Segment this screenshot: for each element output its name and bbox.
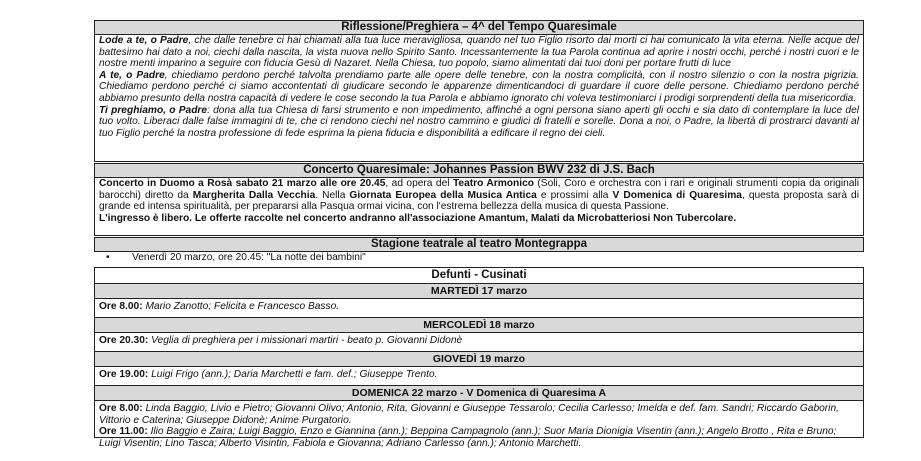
mass-intentions: Linda Baggio, Livio e Pietro; Giovanni Olivo; Antonio, Rita, Giovanni e Giuseppe Tessarolo; Cecilia Carlesso; Imelda e def. fam. Sandri; Riccardo Gaborin, Vittorio e Caterina; Giuseppe Didonè; Anime Purgatorio. xyxy=(99,403,839,426)
concert-ensemble: Teatro Armonico xyxy=(452,178,534,189)
concert-text: (Soli, Coro e orchestra con i rari e originali strumenti copia da originali barocchi) diretto da xyxy=(99,178,860,201)
concert-text: e prossimi alla xyxy=(536,189,613,201)
mass-time: Ore 11.00: xyxy=(99,426,148,438)
mass-entry xyxy=(95,426,863,451)
day-header: GIOVEDÌ 19 marzo xyxy=(95,351,863,367)
concert-section xyxy=(94,163,864,236)
bullet-icon: • xyxy=(106,252,110,263)
mass-entry xyxy=(95,333,863,351)
deceased-title: Defunti - Cusinati xyxy=(431,269,527,281)
mass-intentions: Veglia di preghiera per i missionari martiri - beato p. Giovanni Didonè xyxy=(151,335,463,346)
concert-notice: L'ingresso è libero. Le offerte raccolte nel concerto andranno all'associazione Amantum, Malati da Microbatteriosi Non Tubercolare. xyxy=(99,212,737,224)
theatre-title: Stagione teatrale al teatro Montegrappa xyxy=(94,237,864,252)
concert-event-name: Giornata Europea della Musica Antica xyxy=(349,189,537,201)
reflection-text-1: , che dalle tenebre ci hai chiamati alla tua luce meravigliosa, quando nel tuo Figlio risorto dai morti ci hai comunicato la vita eterna. Nelle acque del battesimo hai dato a noi, ciechi dalla nascita, la vista nuova nello Spirito Santo. Incessantemente la tua Parola continua ad aprire i nostri occhi, perché i nostri cuori e le nostre menti imparino a seguire con fiducia Gesù di Nazaret. Nella Chiesa, tuo popolo, siamo alimentati dai tuoi doni per portare frutti di luce xyxy=(99,35,859,70)
mass-time: Ore 8.00: xyxy=(99,301,143,312)
deceased-section xyxy=(94,267,864,449)
mass-entry xyxy=(95,367,863,385)
reflection-text-3: : dona alla tua Chiesa di farsi strumento e non impedimento, affinché a ogni persona siano aperti gli occhi e sia dato di contemplare la luce del tuo volto. Liberaci dalle false immagini di te, che ci rendono ciechi nel nostro cammino e giudici di fratelli e sorelle. Dona a noi, o Padre, la libertà di prostrarci davanti al tuo Figlio perché la nostra professione di fede esprima la piena fiducia e disponibilità a edificare il regno dei cieli. xyxy=(99,104,859,139)
concert-text: , questa proposta sarà di grande ed intensa spiritualità, per prepararsi alla Pasqua ormai vicina, con l'estrema bellezza della musica di questa Passione. xyxy=(99,189,859,213)
reflection-title: Riflessione/Preghiera – 4^ del Tempo Quaresimale xyxy=(95,21,863,35)
mass-intentions: Luigi Frigo (ann.); Daria Marchetti e fam. def.; Giuseppe Trento. xyxy=(151,369,438,380)
concert-date-text: Concerto in Duomo a Rosà sabato 21 marzo alle ore 20.45 xyxy=(99,178,386,189)
reflection-section xyxy=(94,20,864,162)
theatre-item xyxy=(94,252,864,264)
concert-title: Concerto Quaresimale: Johannes Passion BWV 232 di J.S. Bach xyxy=(95,164,863,178)
reflection-lead-3: Ti preghiamo, o Padre xyxy=(99,104,208,116)
reflection-lead-1: Lode a te, o Padre xyxy=(99,35,189,46)
mass-time: Ore 19.00: xyxy=(99,369,149,380)
day-header: MERCOLEDÌ 18 marzo xyxy=(95,317,863,333)
concert-paragraph xyxy=(95,178,863,213)
mass-entry xyxy=(95,401,863,426)
mass-time: Ore 8.00: xyxy=(99,403,143,414)
concert-director: Margherita Dalla Vecchia xyxy=(192,189,316,201)
mass-intentions: Ilio Baggio e Zaira; Luigi Baggio, Enzo e Giannina (ann.); Beppina Campagnolo (ann.); Suor Maria Dionigia Visentin (ann.); Angelo Brotto , Rita e Bruno; Luigi Visentin; Lino Tasca; Alberto Visintin, Fabiola e Giovanna; Adriano Carlesso (ann.); Antonio Marchetti. xyxy=(99,426,837,449)
reflection-lead-2: A te, o Padre xyxy=(99,69,165,81)
reflection-paragraph-1 xyxy=(95,35,863,70)
theatre-section xyxy=(94,237,864,264)
theatre-item-text: Venerdì 20 marzo, ore 20.45: "La notte dei bambini" xyxy=(132,252,366,263)
day-header: DOMENICA 22 marzo - V Domenica di Quaresima A xyxy=(95,385,863,401)
reflection-text-2: , chiediamo perdono perché talvolta prendiamo parte alle opere delle tenebre, con la nostra complicità, con il nostro silenzio o con la nostra pigrizia. Chiediamo perdono perché ci siamo accontentati di giudicare secondo le apparenze dimenticandoci di guardare il cuore delle persone. Chiediamo perdono perché abbiamo presunto della nostra capacità di vedere le cose secondo la tua Parola e abbiamo ignorato chi voleva testimoniarci i prodigi sorprendenti della tua misericordia. xyxy=(99,69,859,104)
mass-entry xyxy=(95,299,863,317)
concert-text: , ad opera del xyxy=(385,178,453,189)
concert-sunday: V Domenica di Quaresima xyxy=(612,189,742,201)
reflection-paragraph-3 xyxy=(95,105,863,140)
reflection-paragraph-2 xyxy=(95,70,863,105)
concert-text: . Nella xyxy=(315,189,350,201)
day-header: MARTEDÌ 17 marzo xyxy=(95,283,863,299)
mass-time: Ore 20.30: xyxy=(99,335,149,346)
mass-intentions: Mario Zanotto; Felicita e Francesco Basso. xyxy=(145,301,340,312)
